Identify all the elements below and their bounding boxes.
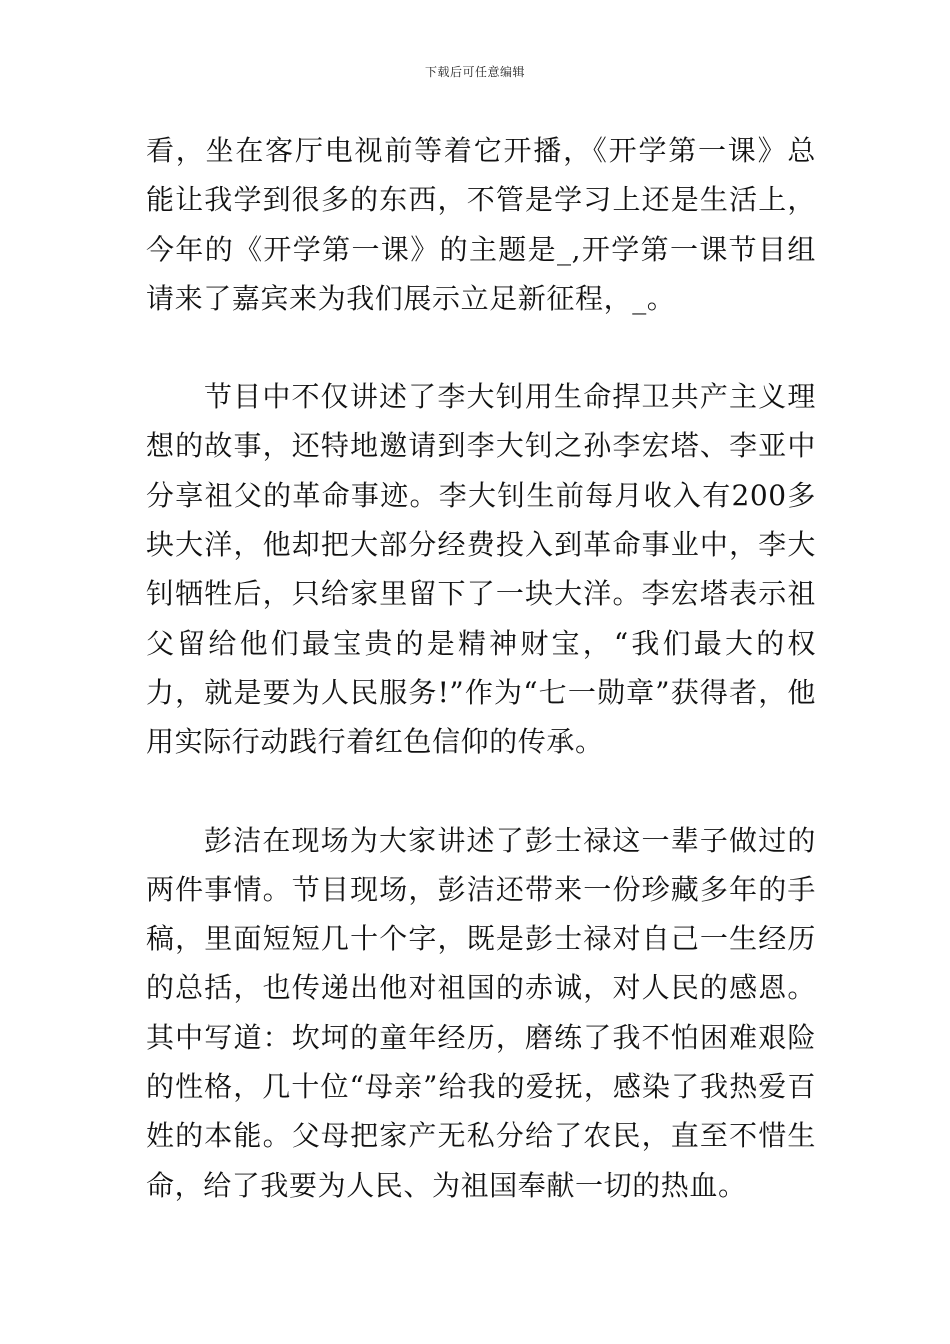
paragraph-li-dazhao: 节目中不仅讲述了李大钊用生命捍卫共产主义理想的故事，还特地邀请到李大钊之孙李宏塔、李亚中分享祖父的革命事迹。李大钊生前每月收入有200多块大洋，他却把大部分经费投入到革命事业中，李大钊牺牲后，只给家里留下了一块大洋。李宏塔表示祖父留给他们最宝贵的是精神财宝，“我们最大的权力，就是要为人民服务!”作为“七一勋章”获得者，他用实际行动践行着红色信仰的传承。 [146,380,816,759]
paragraph-spacer [146,767,816,816]
page-header-note: 下载后可任意编辑 [424,65,525,79]
paragraph-peng-shilu: 彭洁在现场为大家讲述了彭士禄这一辈子做过的两件事情。节目现场，彭洁还带来一份珍藏多年的手稿，里面短短几十个字，既是彭士禄对自己一生经历的总括，也传递出他对祖国的赤诚，对人民的感恩。其中写道：坎坷的童年经历，磨练了我不怕困难艰险的性格，几十位“母亲”给我的爱抚，感染了我热爱百姓的本能。父母把家产无私分给了农民，直至不惜生命，给了我要为人民、为祖国奉献一切的热血。 [146,823,816,1202]
document-body [146,126,816,1210]
paragraph-spacer [146,323,816,372]
paragraph-intro: 看，坐在客厅电视前等着它开播，《开学第一课》总能让我学到很多的东西，不管是学习上还是生活上，今年的《开学第一课》的主题是_,开学第一课节目组请来了嘉宾来为我们展示立足新征程，_。 [146,134,816,315]
